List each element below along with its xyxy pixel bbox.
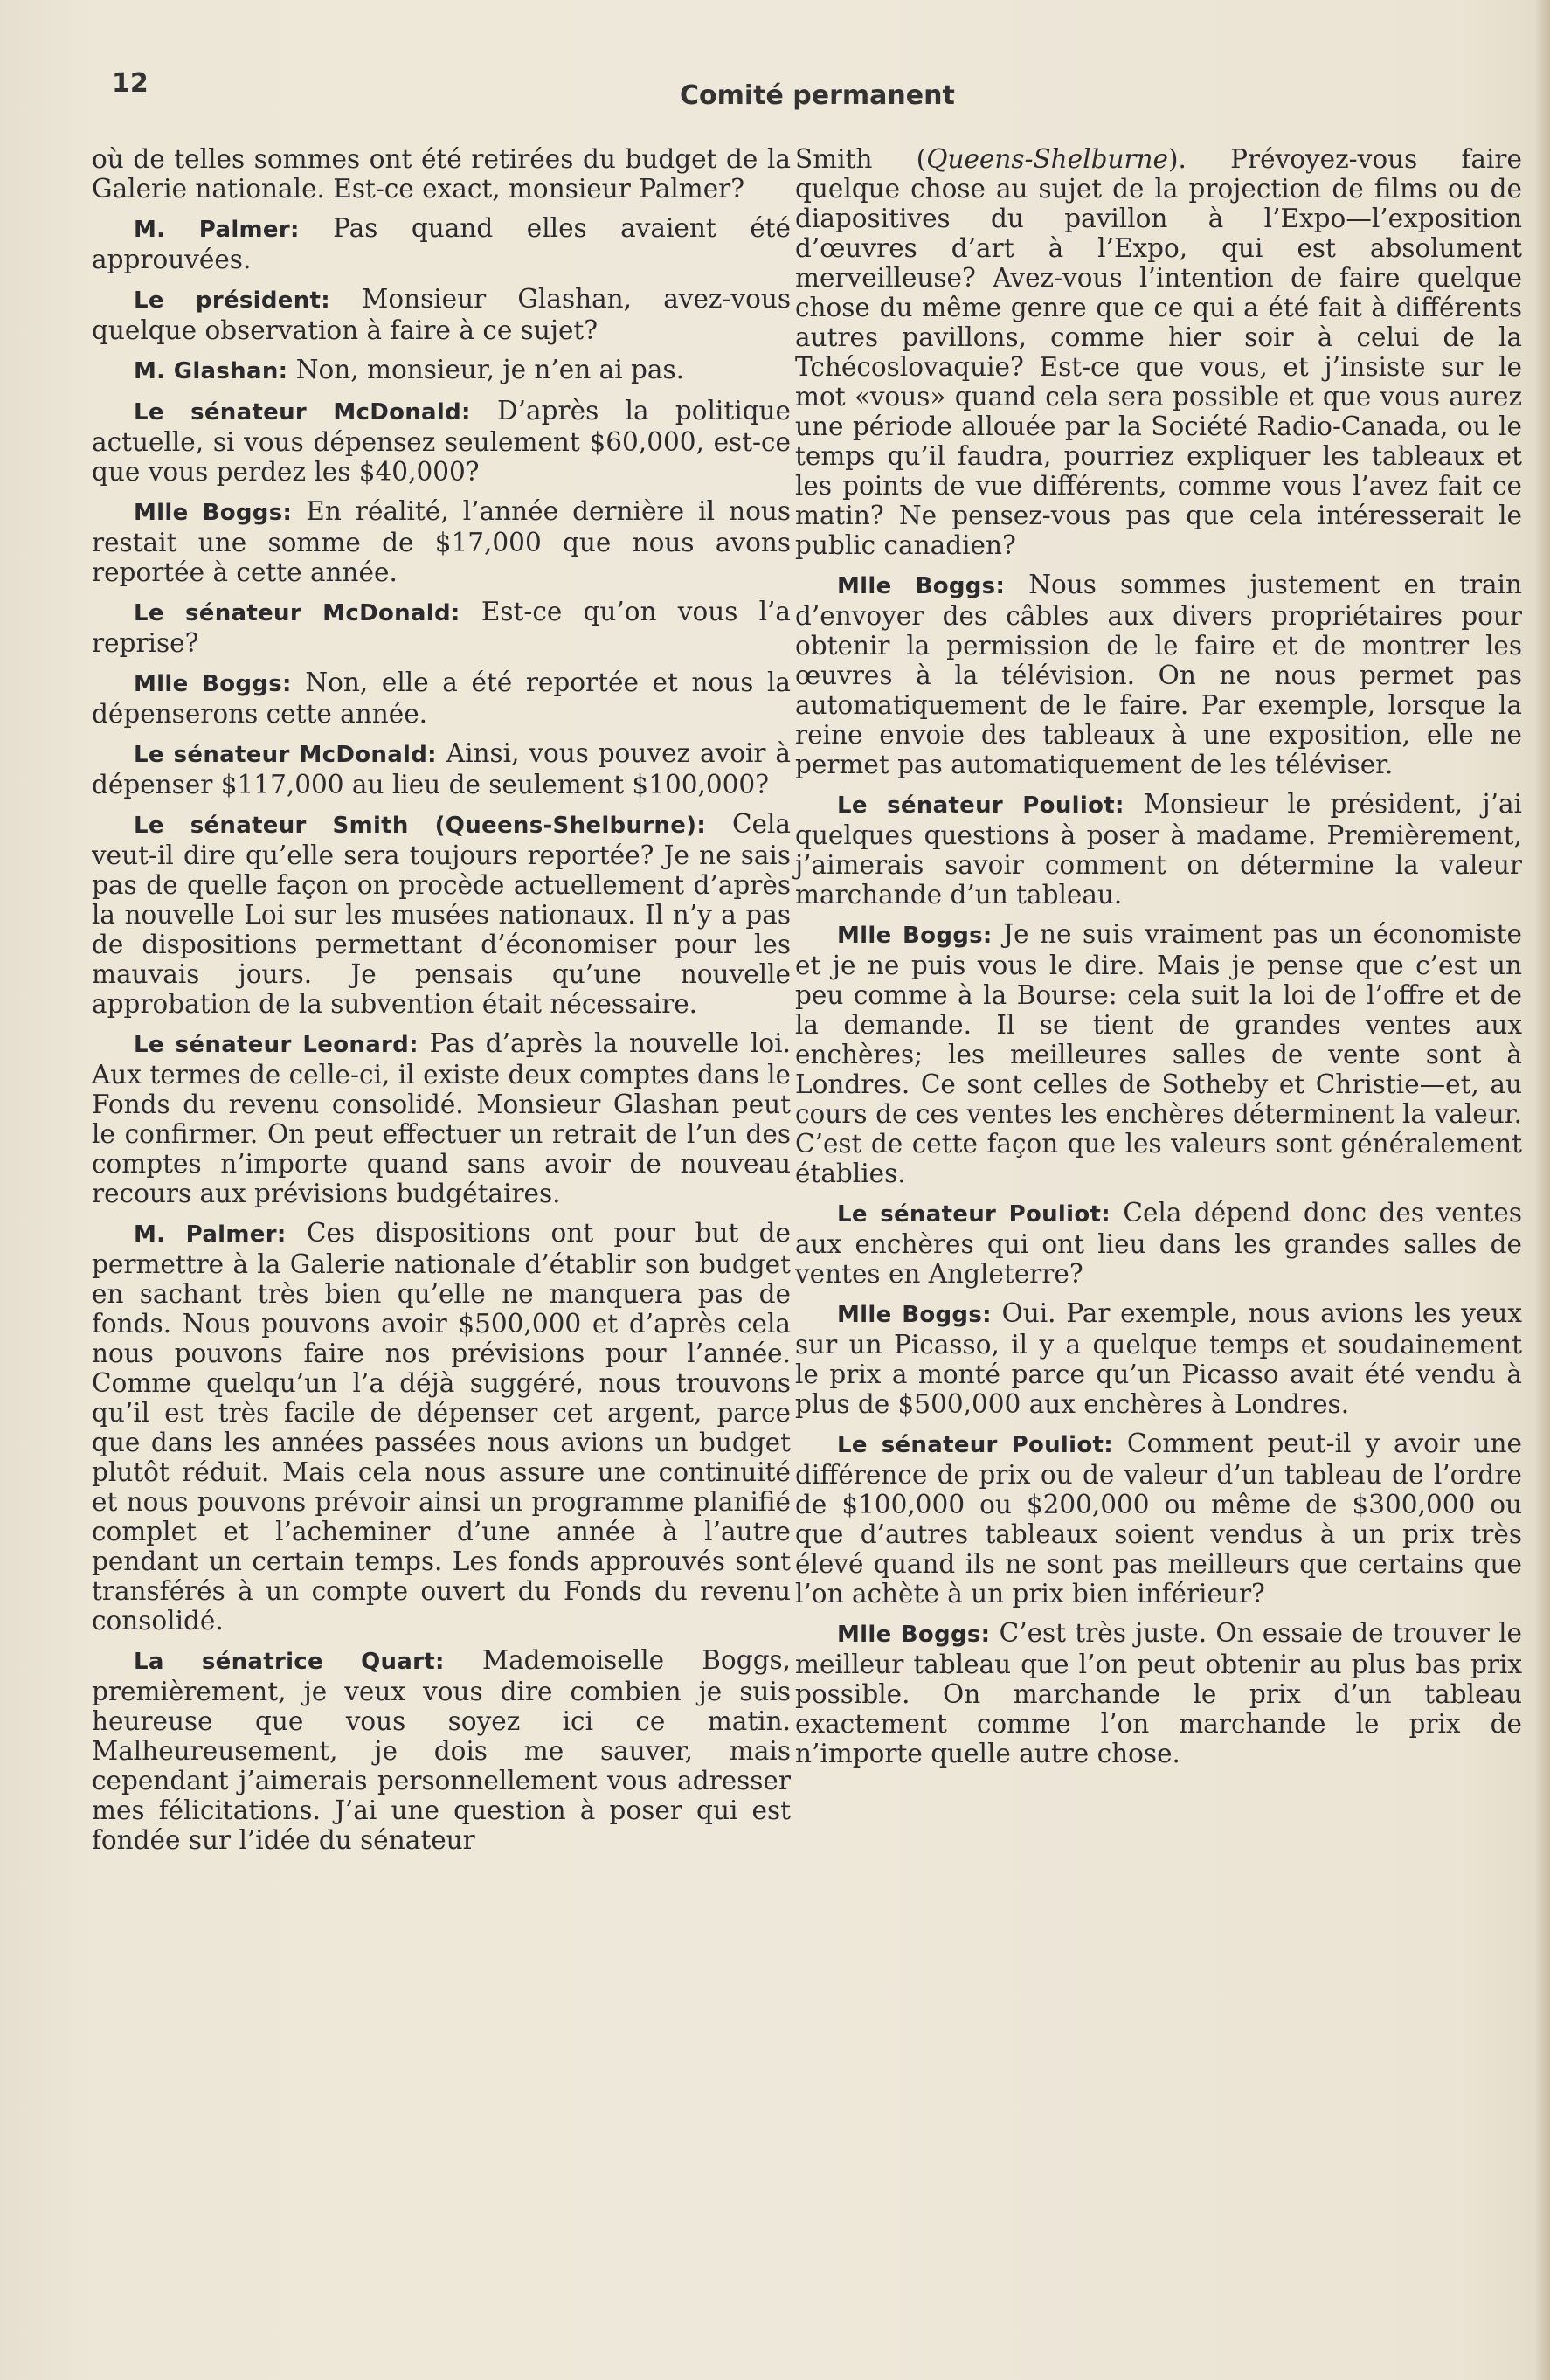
paragraph	[795, 1298, 1522, 1419]
paragraph-text: Mademoiselle Boggs, premièrement, je veux vous dire combien je suis heureuse que vous soyez ici ce matin. Malheureusement, je dois me sauver, mais cependant j’aimerais personnellement vous adresser mes félicitations. J’ai une question à poser qui est fondée sur l’idée du sénateur	[92, 1645, 791, 1855]
paragraph	[92, 396, 791, 487]
paragraph	[795, 1198, 1522, 1289]
paragraph	[795, 570, 1522, 779]
speaker-label: La sénatrice Quart:	[134, 1649, 445, 1675]
speaker-label: Mlle Boggs:	[837, 923, 993, 949]
speaker-label: Le sénateur McDonald:	[134, 600, 460, 626]
paragraph-text: Pas d’après la nouvelle loi. Aux termes de celle-ci, il existe deux comptes dans le Fonds du revenu consolidé. Monsieur Glashan peut le confirmer. On peut effectuer un retrait de l’un des comptes n’importe quand sans avoir de nouveau recours aux prévisions budgétaires.	[92, 1028, 792, 1208]
paragraph-text: Non, elle a été reportée et nous la dépenserons cette année.	[92, 668, 791, 729]
running-header: Comité permanent	[680, 80, 955, 111]
speaker-label: Mlle Boggs:	[134, 500, 293, 526]
paragraph-text: Cela veut-il dire qu’elle sera toujours reportée? Je ne sais pas de quelle façon on procède actuellement d’après la nouvelle Loi sur les musées nationaux. Il n’y a pas de dispositions permettant d’économiser pour les mauvais jours. Je pensais qu’une nouvelle approbation de la subvention était nécessaire.	[92, 809, 791, 1019]
paragraph	[92, 809, 791, 1019]
speaker-label: M. Glashan:	[134, 358, 288, 384]
paragraph-text: Je ne suis vraiment pas un économiste et je ne puis vous le dire. Mais je pense que c’est un peu comme à la Bourse: cela suit la loi de l’offre et de la demande. Il se tient de grandes ventes aux enchères; les meilleures salles de vente sont à Londres. Ce sont celles de Sotheby et Christie—et, au cours de ces ventes les enchères déterminent la valeur. C’est de cette façon que les valeurs sont généralement établies.	[795, 919, 1522, 1188]
paragraph-text: Comment peut-il y avoir une différence de prix ou de valeur d’un tableau de l’ordre de $100,000 ou $200,000 ou même de $300,000 ou que d’autres tableaux soient vendus à un prix très élevé quand ils ne sont pas meilleurs que certains que l’on achète à un prix bien inférieur?	[795, 1429, 1522, 1609]
paragraph	[92, 496, 791, 587]
paragraph	[92, 738, 791, 799]
paragraph	[92, 1218, 791, 1636]
speaker-label: Mlle Boggs:	[134, 671, 292, 697]
paragraph-text: Monsieur le président, j’ai quelques questions à poser à madame. Premièrement, j’aimerais savoir comment on détermine la valeur marchande d’un tableau.	[795, 789, 1522, 910]
paragraph-text: Cela dépend donc des ventes aux enchères qui ont lieu dans les grandes salles de ventes en Angleterre?	[795, 1198, 1522, 1289]
paragraph-text: Ces dispositions ont pour but de permettre à la Galerie nationale d’établir son budget en sachant très bien qu’elle ne manquera pas de fonds. Nous pouvons avoir $500,000 et d’après cela nous pouvons faire nos prévisions pour l’année. Comme quelqu’un l’a déjà suggéré, nous trouvons qu’il est très facile de dépenser cet argent, parce que dans les années passées nous avions un budget plutôt réduit. Mais cela nous assure une continuité et nous pouvons prévoir ainsi un programme planifié complet et l’acheminer d’une année à l’autre pendant un certain temps. Les fonds approuvés sont transférés à un compte ouvert du Fonds du revenu consolidé.	[92, 1218, 791, 1636]
riding-name: Queens-Shelburne	[926, 144, 1169, 174]
paragraph	[92, 213, 791, 274]
paragraph	[92, 284, 791, 345]
speaker-label: Le sénateur Pouliot:	[837, 792, 1124, 819]
paragraph-text: Ainsi, vous pouvez avoir à dépenser $117,000 au lieu de seulement $100,000?	[92, 738, 792, 799]
speaker-label: Mlle Boggs:	[837, 573, 1006, 599]
paragraph	[92, 1028, 791, 1208]
paragraph	[92, 355, 791, 386]
speaker-label: Le sénateur McDonald:	[134, 742, 437, 768]
paragraph-text: Pas quand elles avaient été approuvées.	[92, 213, 791, 274]
paragraph-text: où de telles sommes ont été retirées du budget de la Galerie nationale. Est-ce exact, monsieur Palmer?	[92, 144, 791, 204]
paragraph-text: Oui. Par exemple, nous avions les yeux sur un Picasso, il y a quelque temps et soudainement le prix a monté parce qu’un Picasso avait été vendu à plus de $500,000 aux enchères à Londres.	[795, 1298, 1522, 1419]
paragraph-text: Smith (	[795, 144, 927, 174]
paragraph-text: Nous sommes justement en train d’envoyer des câbles aux divers propriétaires pour obtenir la permission de le faire et de montrer les œuvres à la télévision. On ne nous permet pas automatiquement de le faire. Par exemple, lorsque la reine envoie des tableaux à une exposition, elle ne permet pas automatiquement de les téléviser.	[795, 570, 1522, 779]
speaker-label: Le président:	[134, 287, 330, 314]
paragraph	[92, 144, 791, 204]
paragraph	[795, 919, 1522, 1188]
speaker-label: Le sénateur Pouliot:	[837, 1432, 1113, 1458]
paragraph	[795, 1618, 1522, 1768]
paragraph	[795, 789, 1522, 910]
page-number: 12	[112, 68, 149, 99]
speaker-label: Mlle Boggs:	[837, 1302, 992, 1328]
speaker-label: Le sénateur McDonald:	[134, 399, 471, 425]
speaker-label: M. Palmer:	[134, 1221, 287, 1248]
paragraph	[92, 668, 791, 729]
speaker-label: Le sénateur Leonard:	[134, 1032, 419, 1058]
paragraph	[92, 1645, 791, 1855]
speaker-label: M. Palmer:	[134, 217, 300, 243]
paragraph-text: ). Prévoyez-vous faire quelque chose au sujet de la projection de films ou de diapositives du pavillon à l’Expo—l’exposition d’œuvres d’art à l’Expo, qui est absolument merveilleuse? Avez-vous l’intention de faire quelque chose du même genre que ce qui a été fait à différents autres pavillons, comme hier soir à celui de la Tchécoslovaquie? Est-ce que vous, et j’insiste sur le mot «vous» quand cela sera possible et que vous aurez une période allouée par la Société Radio-Canada, ou le temps qu’il faudra, pourriez expliquer les tableaux et les points de vue différents, comme vous l’avez fait ce matin? Ne pensez-vous pas que cela intéresserait le public canadien?	[795, 144, 1522, 560]
speaker-label: Mlle Boggs:	[837, 1622, 991, 1648]
paragraph-text: Non, monsieur, je n’en ai pas.	[287, 355, 685, 384]
paragraph-text: Monsieur Glashan, avez-vous quelque observation à faire à ce sujet?	[92, 284, 791, 345]
left-column	[92, 144, 791, 1865]
right-column	[795, 144, 1522, 1778]
paragraph	[92, 597, 791, 658]
paragraph-text: C’est très juste. On essaie de trouver le meilleur tableau que l’on peut obtenir au plus bas prix possible. On marchande le prix d’un tableau exactement comme l’on marchande le prix de n’importe quelle autre chose.	[795, 1618, 1522, 1768]
paragraph	[795, 144, 1522, 560]
paragraph-text: Est-ce qu’on vous l’a reprise?	[92, 597, 791, 658]
paragraph	[795, 1429, 1522, 1609]
paragraph-text: En réalité, l’année dernière il nous restait une somme de $17,000 que nous avons reportée à cette année.	[92, 496, 791, 587]
paragraph-text: D’après la politique actuelle, si vous dépensez seulement $60,000, est-ce que vous perdez les $40,000?	[92, 396, 791, 487]
speaker-label: Le sénateur Pouliot:	[837, 1201, 1111, 1228]
page-edge-shadow	[1534, 0, 1550, 2380]
speaker-label: Le sénateur Smith (Queens-Shelburne):	[134, 813, 707, 839]
